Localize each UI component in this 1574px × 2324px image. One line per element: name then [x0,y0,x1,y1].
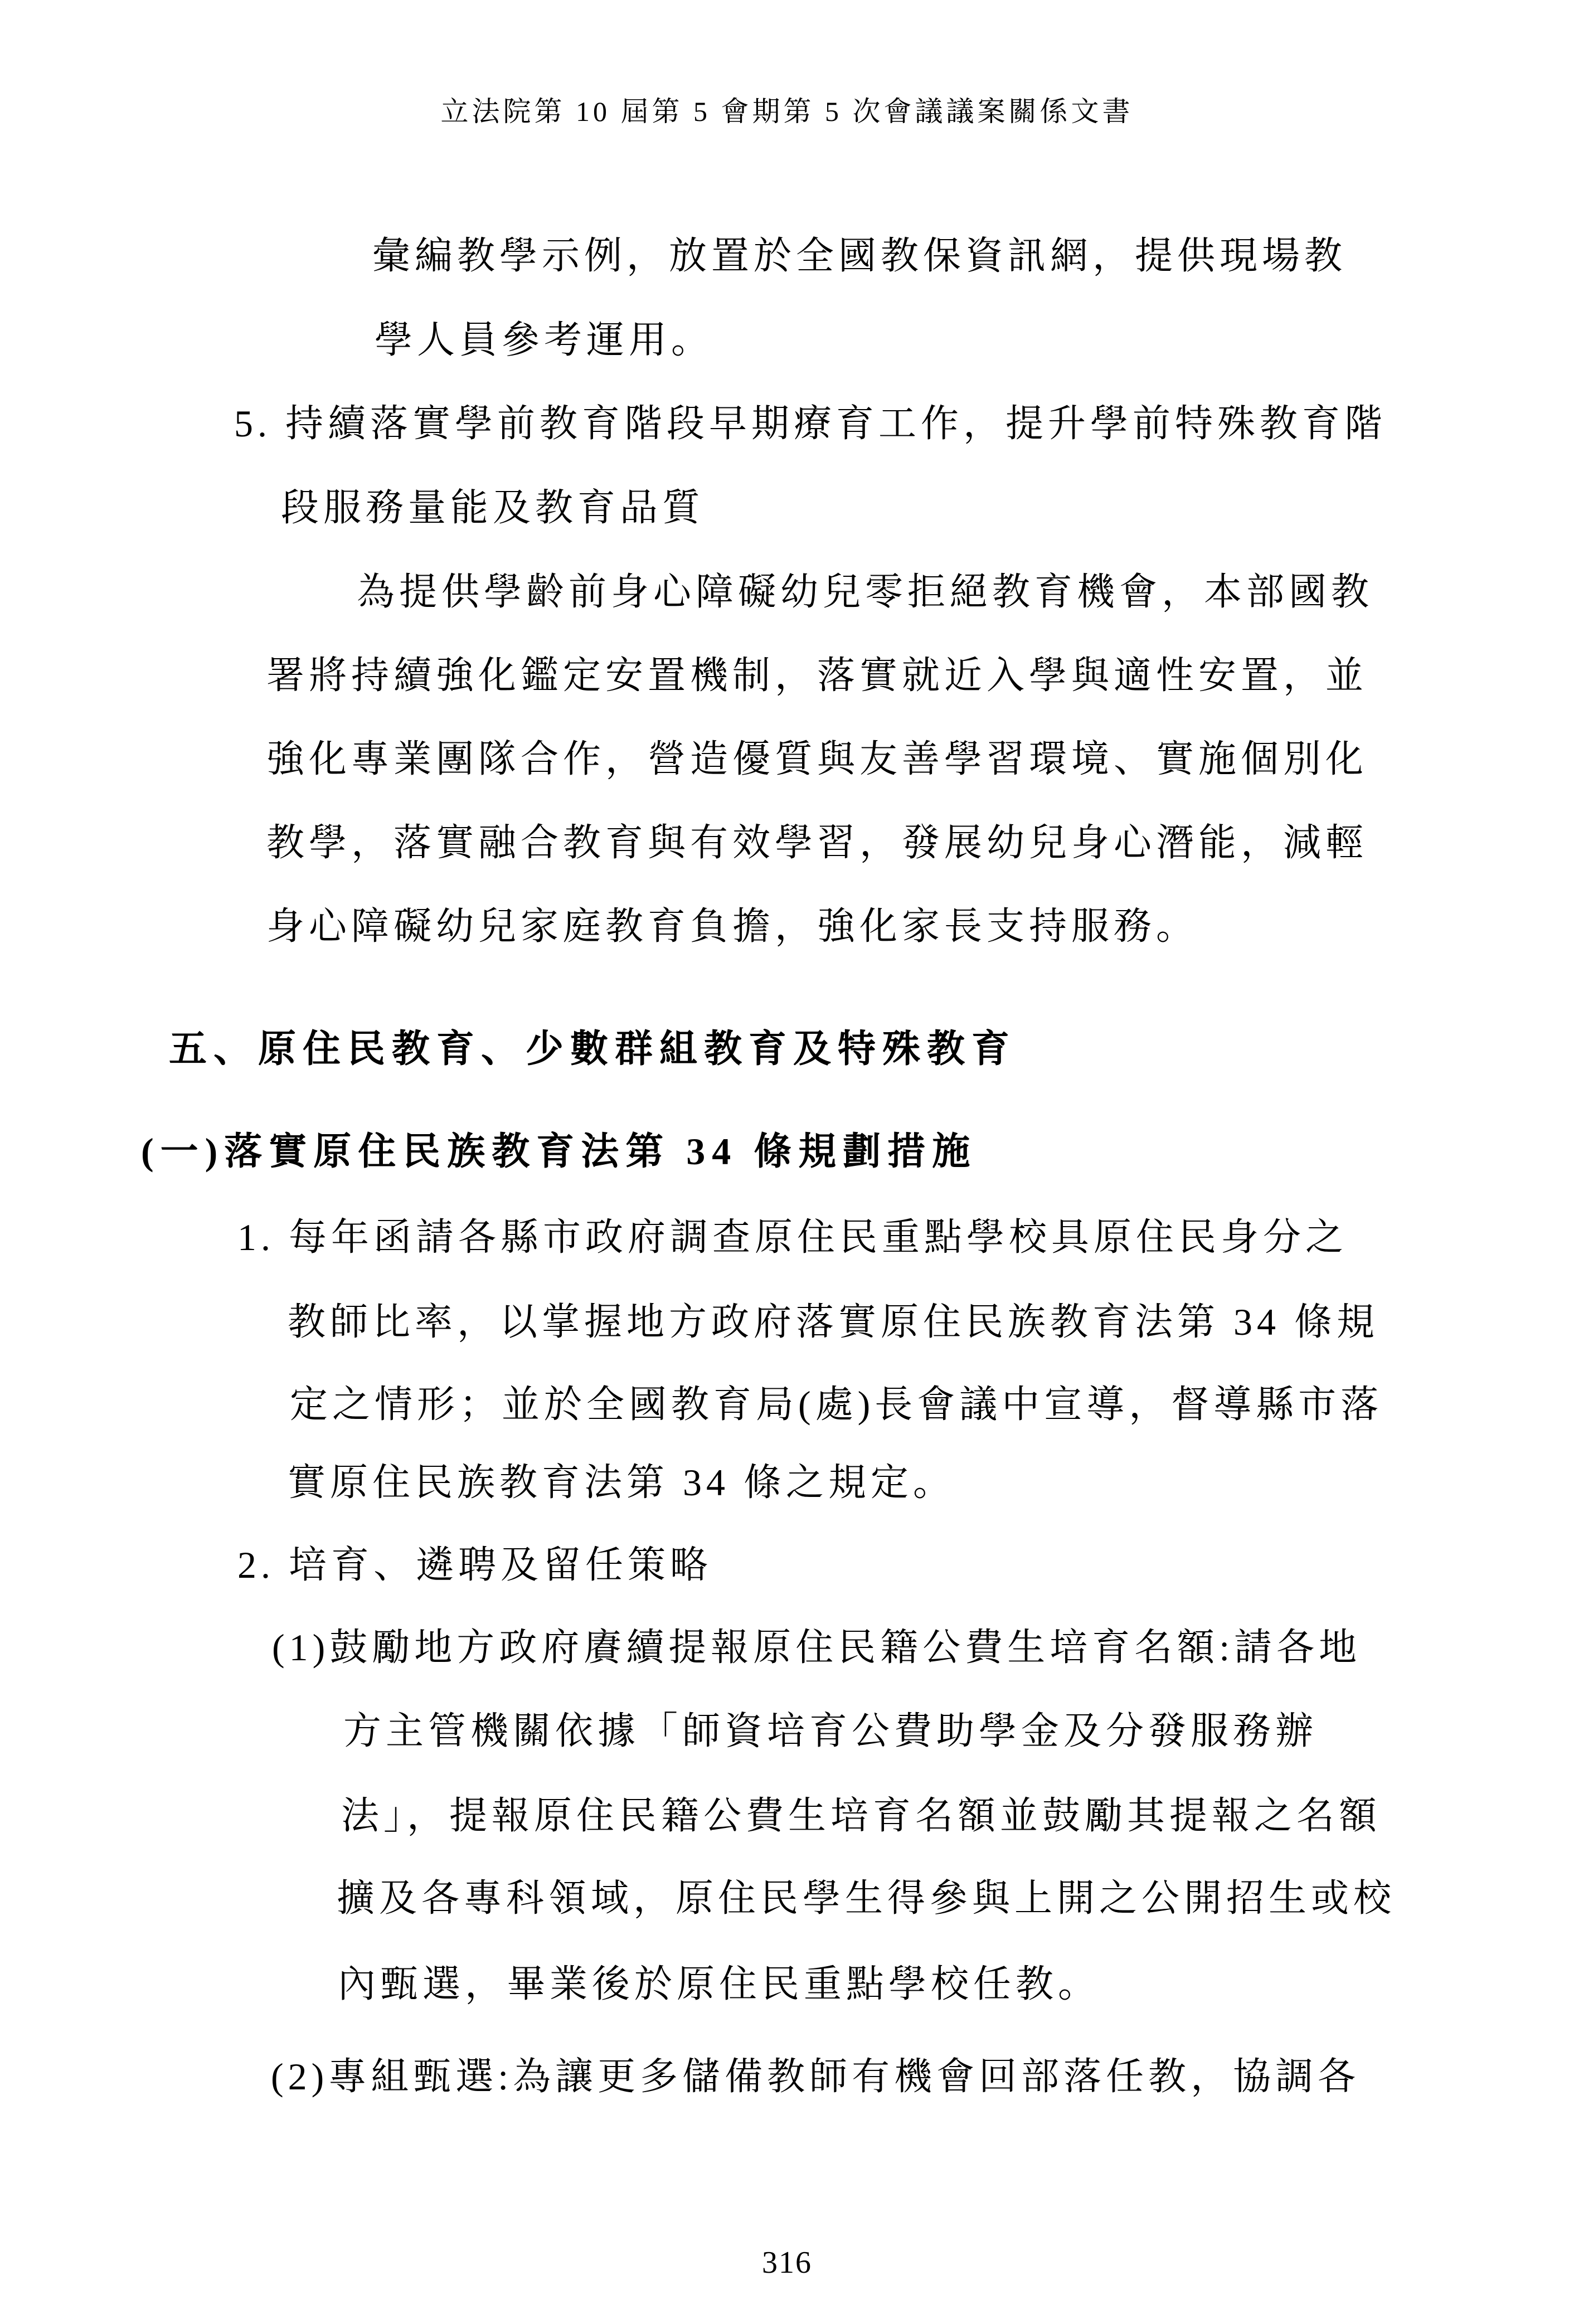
text-line: 學人員參考運用。 [375,319,714,361]
text-line: 署將持續強化鑑定安置機制，落實就近入學與適性安置，並 [266,654,1368,697]
text-line: 內甄選，畢業後於原住民重點學校任教。 [338,1963,1101,2005]
text-line: 段服務量能及教育品質 [281,487,705,529]
document-header: 立法院第 10 屆第 5 會期第 5 次會議議案關係文書 [440,96,1134,127]
text-line: 定之情形；並於全國教育局(處)長會議中宣導，督導縣市落 [290,1383,1383,1426]
subsection-heading: (一)落實原住民族教育法第 34 條規劃措施 [141,1130,977,1173]
text-line: 實原住民族教育法第 34 條之規定。 [288,1461,956,1504]
text-line: 方主管機關依據「師資培育公費助學金及分發服務辦 [343,1710,1318,1752]
section-heading: 五、原住民教育、少數群組教育及特殊教育 [169,1028,1017,1070]
list-item: 5. 持續落實學前教育階段早期療育工作，提升學前特殊教育階 [234,402,1387,445]
text-line: 彙編教學示例，放置於全國教保資訊網，提供現場教 [372,235,1347,277]
list-item: 2. 培育、遴聘及留任策略 [237,1544,713,1586]
page-number: 316 [762,2245,812,2280]
list-item: (1)鼓勵地方政府賡續提報原住民籍公費生培育名額:請各地 [272,1626,1362,1669]
list-item: 1. 每年函請各縣市政府調查原住民重點學校具原住民身分之 [237,1216,1348,1258]
text-line: 法」，提報原住民籍公費生培育名額並鼓勵其提報之名額 [341,1795,1382,1837]
list-item: (2)專組甄選:為讓更多儲備教師有機會回部落任教，協調各 [271,2055,1361,2098]
text-line: 教師比率，以掌握地方政府落實原住民族教育法第 34 條規 [288,1301,1379,1343]
text-line: 身心障礙幼兒家庭教育負擔，強化家長支持服務。 [266,905,1199,947]
text-line: 擴及各專科領域，原住民學生得參與上開之公開招生或校 [337,1877,1396,1919]
text-line: 教學，落實融合教育與有效學習，發展幼兒身心潛能，減輕 [266,821,1368,864]
text-line: 強化專業團隊合作，營造優質與友善學習環境、實施個別化 [266,738,1368,780]
text-line: 為提供學齡前身心障礙幼兒零拒絕教育機會，本部國教 [357,571,1374,613]
